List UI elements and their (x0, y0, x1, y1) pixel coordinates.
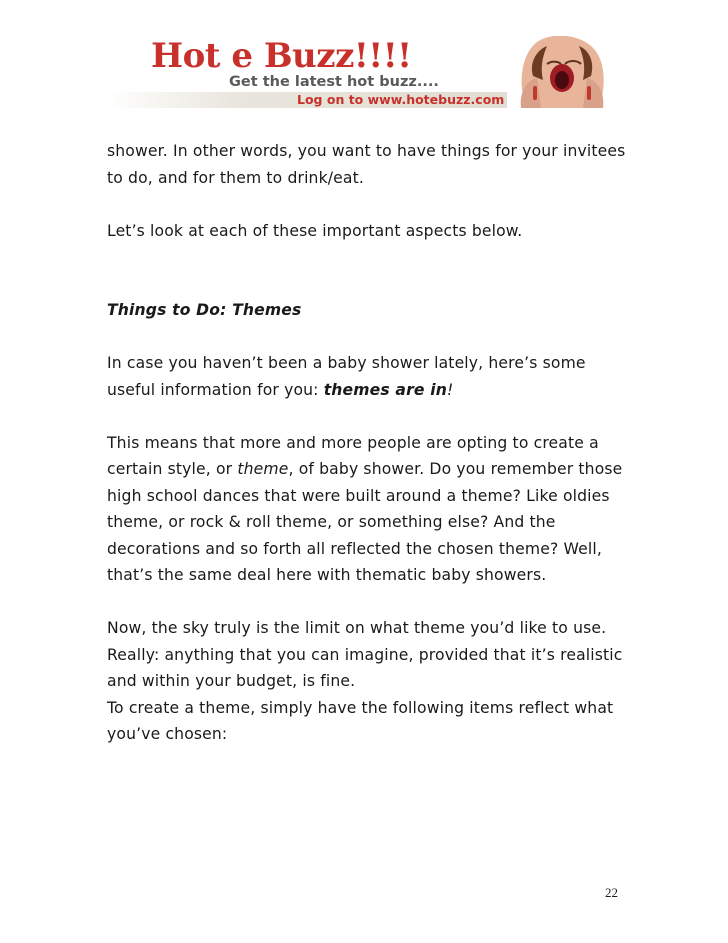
page-number: 22 (605, 885, 618, 900)
paragraph: To create a theme, simply have the following items reflect what you’ve chosen: (107, 698, 614, 743)
woman-face-image (507, 36, 615, 108)
paragraph: shower. In other words, you want to have things for your invitees to do, and for them to drink/eat. (107, 142, 626, 187)
section-heading: Things to Do: Themes (107, 301, 302, 319)
banner-title: Hot e Buzz!!!! (151, 36, 412, 76)
document-body (107, 138, 627, 748)
italic-term: theme (237, 460, 289, 478)
header-banner (107, 36, 615, 108)
emphasis-text: themes are in (323, 380, 447, 399)
paragraph: In case you haven’t been a baby shower lately, here’s some useful information for you: themes are in! (107, 354, 586, 399)
paragraph: Let’s look at each of these important aspects below. (107, 221, 523, 240)
paragraph: Now, the sky truly is the limit on what theme you’d like to use. Really: anything that you can imagine, provided that it’s realistic and within your budget, is fine. (107, 619, 623, 690)
banner-subtitle: Get the latest hot buzz.... (229, 74, 439, 90)
banner-url: Log on to www.hotebuzz.com (297, 92, 505, 107)
paragraph: This means that more and more people are opting to create a certain style, or theme, of baby shower. Do you remember those high school dances that were built around a theme? Like oldies theme, or rock & roll theme, or something else? And the decorations and so forth all reflected the chosen theme? Well, that’s the same deal here with thematic baby showers. (107, 433, 623, 584)
